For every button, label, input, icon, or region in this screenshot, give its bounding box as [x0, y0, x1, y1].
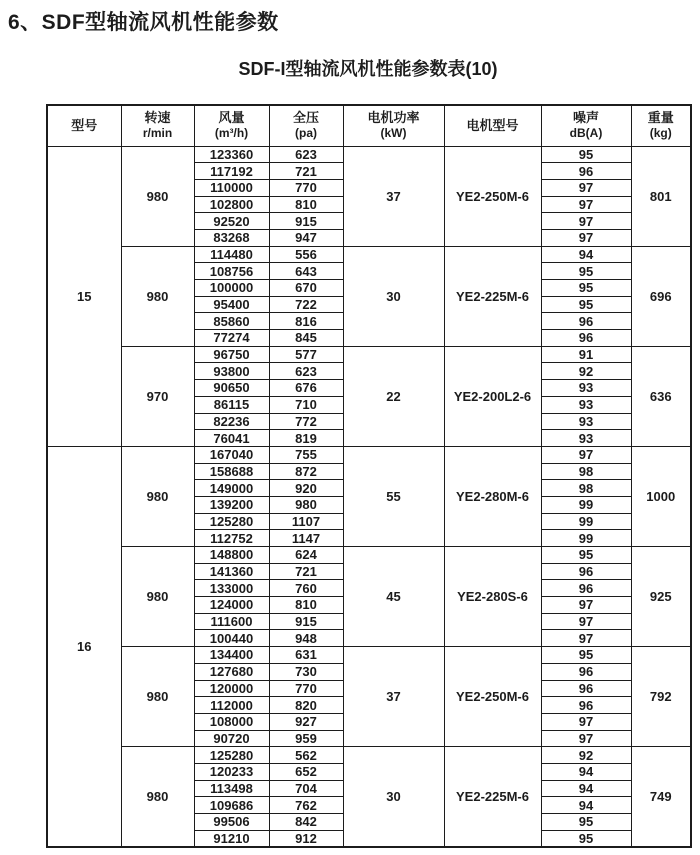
table-row: [47, 146, 691, 163]
airflow-cell: 100000: [194, 280, 269, 297]
airflow-cell: 90720: [194, 730, 269, 747]
pressure-cell: 755: [269, 446, 343, 463]
pressure-cell: 770: [269, 179, 343, 196]
weight-cell: 925: [631, 547, 691, 647]
noise-cell: 91: [541, 346, 631, 363]
col-header-model: [47, 105, 121, 146]
noise-cell: 92: [541, 747, 631, 764]
weight-cell: 1000: [631, 446, 691, 546]
pressure-cell: 915: [269, 613, 343, 630]
airflow-cell: 90650: [194, 380, 269, 397]
noise-cell: 97: [541, 196, 631, 213]
page-title: 6、SDF型轴流风机性能参数: [8, 11, 279, 34]
airflow-cell: 92520: [194, 213, 269, 230]
pressure-cell: 912: [269, 830, 343, 847]
pressure-cell: 631: [269, 647, 343, 664]
motor-model-cell: YE2-250M-6: [444, 146, 541, 246]
model-cell: 15: [47, 146, 121, 446]
col-header-motor-model: [444, 105, 541, 146]
pressure-cell: 577: [269, 346, 343, 363]
airflow-cell: 108756: [194, 263, 269, 280]
spec-table-head: [47, 105, 691, 146]
noise-cell: 98: [541, 480, 631, 497]
noise-cell: 95: [541, 146, 631, 163]
pressure-cell: 676: [269, 380, 343, 397]
table-row: [47, 246, 691, 263]
airflow-cell: 100440: [194, 630, 269, 647]
pressure-cell: 772: [269, 413, 343, 430]
pressure-cell: 562: [269, 747, 343, 764]
noise-cell: 95: [541, 280, 631, 297]
noise-cell: 93: [541, 380, 631, 397]
noise-cell: 96: [541, 697, 631, 714]
speed-cell: 980: [121, 747, 194, 847]
motor-model-cell: YE2-200L2-6: [444, 346, 541, 446]
power-cell: 37: [343, 647, 444, 747]
col-header-noise-unit: dB(A): [569, 126, 603, 141]
noise-cell: 97: [541, 713, 631, 730]
weight-cell: 636: [631, 346, 691, 446]
pressure-cell: 810: [269, 196, 343, 213]
airflow-cell: 110000: [194, 179, 269, 196]
power-cell: 45: [343, 547, 444, 647]
noise-cell: 93: [541, 413, 631, 430]
airflow-cell: 113498: [194, 780, 269, 797]
col-header-power: [343, 105, 444, 146]
noise-cell: 94: [541, 246, 631, 263]
pressure-cell: 915: [269, 213, 343, 230]
airflow-cell: 158688: [194, 463, 269, 480]
pressure-cell: 1107: [269, 513, 343, 530]
airflow-cell: 108000: [194, 713, 269, 730]
weight-cell: 696: [631, 246, 691, 346]
pressure-cell: 980: [269, 496, 343, 513]
col-header-power-unit: (kW): [380, 126, 407, 141]
table-row: [47, 446, 691, 463]
pressure-cell: 845: [269, 330, 343, 347]
weight-cell: 801: [631, 146, 691, 246]
airflow-cell: 83268: [194, 229, 269, 246]
airflow-cell: 120233: [194, 763, 269, 780]
pressure-cell: 721: [269, 563, 343, 580]
pressure-cell: 652: [269, 763, 343, 780]
airflow-cell: 134400: [194, 647, 269, 664]
airflow-cell: 117192: [194, 163, 269, 180]
noise-cell: 99: [541, 513, 631, 530]
weight-cell: 792: [631, 647, 691, 747]
noise-cell: 92: [541, 363, 631, 380]
power-cell: 30: [343, 246, 444, 346]
pressure-cell: 704: [269, 780, 343, 797]
airflow-cell: 124000: [194, 597, 269, 614]
airflow-cell: 96750: [194, 346, 269, 363]
speed-cell: 980: [121, 246, 194, 346]
speed-cell: 980: [121, 547, 194, 647]
airflow-cell: 133000: [194, 580, 269, 597]
noise-cell: 97: [541, 179, 631, 196]
pressure-cell: 959: [269, 730, 343, 747]
noise-cell: 97: [541, 229, 631, 246]
noise-cell: 94: [541, 797, 631, 814]
noise-cell: 99: [541, 530, 631, 547]
noise-cell: 95: [541, 814, 631, 831]
weight-cell: 749: [631, 747, 691, 847]
airflow-cell: 112752: [194, 530, 269, 547]
motor-model-cell: YE2-250M-6: [444, 647, 541, 747]
noise-cell: 96: [541, 563, 631, 580]
airflow-cell: 112000: [194, 697, 269, 714]
noise-cell: 97: [541, 630, 631, 647]
col-header-noise-label: 噪声: [572, 110, 599, 126]
motor-model-cell: YE2-280M-6: [444, 446, 541, 546]
col-header-speed: [121, 105, 194, 146]
power-cell: 37: [343, 146, 444, 246]
airflow-cell: 123360: [194, 146, 269, 163]
motor-model-cell: YE2-225M-6: [444, 747, 541, 847]
airflow-cell: 85860: [194, 313, 269, 330]
pressure-cell: 920: [269, 480, 343, 497]
airflow-cell: 148800: [194, 547, 269, 564]
speed-cell: 970: [121, 346, 194, 446]
pressure-cell: 760: [269, 580, 343, 597]
col-header-weight: [631, 105, 691, 146]
noise-cell: 99: [541, 496, 631, 513]
noise-cell: 95: [541, 647, 631, 664]
pressure-cell: 624: [269, 547, 343, 564]
airflow-cell: 102800: [194, 196, 269, 213]
noise-cell: 95: [541, 830, 631, 847]
airflow-cell: 139200: [194, 496, 269, 513]
fan-spec-table: [46, 104, 692, 848]
noise-cell: 97: [541, 446, 631, 463]
airflow-cell: 127680: [194, 663, 269, 680]
pressure-cell: 721: [269, 163, 343, 180]
noise-cell: 94: [541, 763, 631, 780]
col-header-pressure-label: 全压: [292, 110, 319, 126]
noise-cell: 95: [541, 296, 631, 313]
speed-cell: 980: [121, 146, 194, 246]
noise-cell: 96: [541, 680, 631, 697]
table-row: [47, 647, 691, 664]
airflow-cell: 125280: [194, 747, 269, 764]
header-row: [47, 105, 691, 146]
col-header-motor-model-label: 电机型号: [466, 117, 519, 133]
airflow-cell: 141360: [194, 563, 269, 580]
airflow-cell: 91210: [194, 830, 269, 847]
col-header-model-label: 型号: [71, 117, 98, 133]
col-header-noise: [541, 105, 631, 146]
airflow-cell: 77274: [194, 330, 269, 347]
pressure-cell: 623: [269, 363, 343, 380]
noise-cell: 94: [541, 780, 631, 797]
table-row: [47, 346, 691, 363]
airflow-cell: 95400: [194, 296, 269, 313]
airflow-cell: 111600: [194, 613, 269, 630]
pressure-cell: 670: [269, 280, 343, 297]
pressure-cell: 927: [269, 713, 343, 730]
col-header-power-label: 电机功率: [367, 110, 420, 126]
power-cell: 55: [343, 446, 444, 546]
pressure-cell: 810: [269, 597, 343, 614]
noise-cell: 95: [541, 547, 631, 564]
pressure-cell: 948: [269, 630, 343, 647]
pressure-cell: 643: [269, 263, 343, 280]
airflow-cell: 109686: [194, 797, 269, 814]
airflow-cell: 93800: [194, 363, 269, 380]
power-cell: 22: [343, 346, 444, 446]
noise-cell: 96: [541, 580, 631, 597]
table-row: [47, 747, 691, 764]
pressure-cell: 872: [269, 463, 343, 480]
motor-model-cell: YE2-225M-6: [444, 246, 541, 346]
noise-cell: 96: [541, 330, 631, 347]
pressure-cell: 816: [269, 313, 343, 330]
noise-cell: 96: [541, 663, 631, 680]
noise-cell: 97: [541, 613, 631, 630]
col-header-pressure-unit: (pa): [295, 126, 317, 141]
pressure-cell: 842: [269, 814, 343, 831]
noise-cell: 95: [541, 263, 631, 280]
noise-cell: 96: [541, 163, 631, 180]
speed-cell: 980: [121, 446, 194, 546]
col-header-airflow: [194, 105, 269, 146]
pressure-cell: 556: [269, 246, 343, 263]
power-cell: 30: [343, 747, 444, 847]
airflow-cell: 86115: [194, 396, 269, 413]
airflow-cell: 76041: [194, 430, 269, 447]
noise-cell: 96: [541, 313, 631, 330]
col-header-speed-label: 转速: [144, 110, 171, 126]
col-header-airflow-label: 风量: [218, 110, 245, 126]
pressure-cell: 623: [269, 146, 343, 163]
airflow-cell: 167040: [194, 446, 269, 463]
noise-cell: 93: [541, 430, 631, 447]
airflow-cell: 149000: [194, 480, 269, 497]
col-header-airflow-unit: (m³/h): [214, 126, 249, 141]
pressure-cell: 947: [269, 229, 343, 246]
airflow-cell: 114480: [194, 246, 269, 263]
motor-model-cell: YE2-280S-6: [444, 547, 541, 647]
pressure-cell: 820: [269, 697, 343, 714]
model-cell: 16: [47, 446, 121, 847]
pressure-cell: 762: [269, 797, 343, 814]
pressure-cell: 1147: [269, 530, 343, 547]
noise-cell: 93: [541, 396, 631, 413]
pressure-cell: 710: [269, 396, 343, 413]
table-title: SDF-I型轴流风机性能参数表(10): [238, 59, 498, 79]
noise-cell: 97: [541, 213, 631, 230]
pressure-cell: 730: [269, 663, 343, 680]
table-row: [47, 547, 691, 564]
pressure-cell: 722: [269, 296, 343, 313]
noise-cell: 97: [541, 597, 631, 614]
airflow-cell: 125280: [194, 513, 269, 530]
col-header-weight-unit: (kg): [649, 126, 672, 141]
pressure-cell: 770: [269, 680, 343, 697]
airflow-cell: 82236: [194, 413, 269, 430]
airflow-cell: 120000: [194, 680, 269, 697]
col-header-speed-unit: r/min: [142, 126, 173, 141]
speed-cell: 980: [121, 647, 194, 747]
col-header-pressure: [269, 105, 343, 146]
airflow-cell: 99506: [194, 814, 269, 831]
pressure-cell: 819: [269, 430, 343, 447]
spec-table-body: [47, 146, 691, 847]
col-header-weight-label: 重量: [647, 110, 674, 126]
noise-cell: 98: [541, 463, 631, 480]
noise-cell: 97: [541, 730, 631, 747]
